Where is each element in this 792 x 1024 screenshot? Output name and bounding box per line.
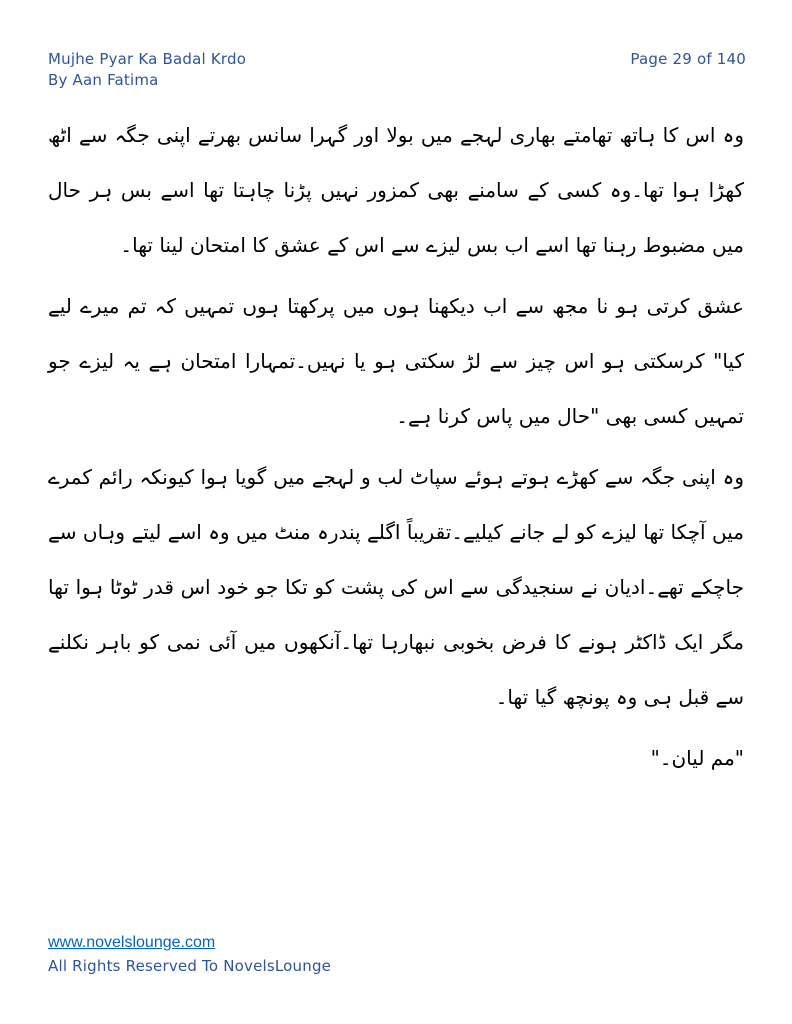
page-number: Page 29 of 140 [630,50,746,68]
paragraph-1: وہ اس کا ہاتھ تھامتے بھاری لہجے میں بولا اور گہرا سانس بھرتے اپنی جگہ سے اٹھ کھڑا ہوا تھا۔وہ کسی کے سامنے بھی کمزور نہیں پڑنا چاہتا تھا اسے بس ہر حال میں مضبوط رہنا تھا اسے اب بس لیزے سے اس کے عشق کا امتحان لینا تھا۔ [48,123,744,257]
rights-notice: All Rights Reserved To NovelsLounge [48,957,332,975]
paragraph-4: "مم لیان۔" [650,746,744,770]
novel-title: Mujhe Pyar Ka Badal Krdo [48,50,247,68]
website-link[interactable]: www.novelslounge.com [48,934,216,951]
paragraph-2: عشق کرتی ہو نا مجھ سے اب دیکھنا ہوں میں پرکھتا ہوں تمہیں کہ تم میرے لیے کیا" کرسکتی ہو اس چیز سے لڑ سکتی ہو یا نہیں۔تمہارا امتحان ہے یہ لیزے جو تمہیں کسی بھی "حال میں پاس کرنا ہے۔ [48,294,744,428]
author-line: By Aan Fatima [48,71,159,89]
page-body [48,108,744,786]
paragraph-3: وہ اپنی جگہ سے کھڑے ہوتے ہوئے سپاٹ لب و لہجے میں گویا ہوا کیونکہ رائم کمرے میں آچکا تھا لیزے کو لے جانے کیلیے۔تقریباً اگلے پندرہ منٹ میں وہ اسے لیتے وہاں سے جاچکے تھے۔ادیان نے سنجیدگی سے اس کی پشت کو تکا جو خود اس قدر ٹوٹا ہوا تھا مگر ایک ڈاکٹر ہونے کا فرض بخوبی نبھارہا تھا۔آنکھوں میں آئی نمی کو باہر نکلنے سے قبل ہی وہ پونچھ گیا تھا۔ [48,465,744,709]
header-left [48,49,246,91]
